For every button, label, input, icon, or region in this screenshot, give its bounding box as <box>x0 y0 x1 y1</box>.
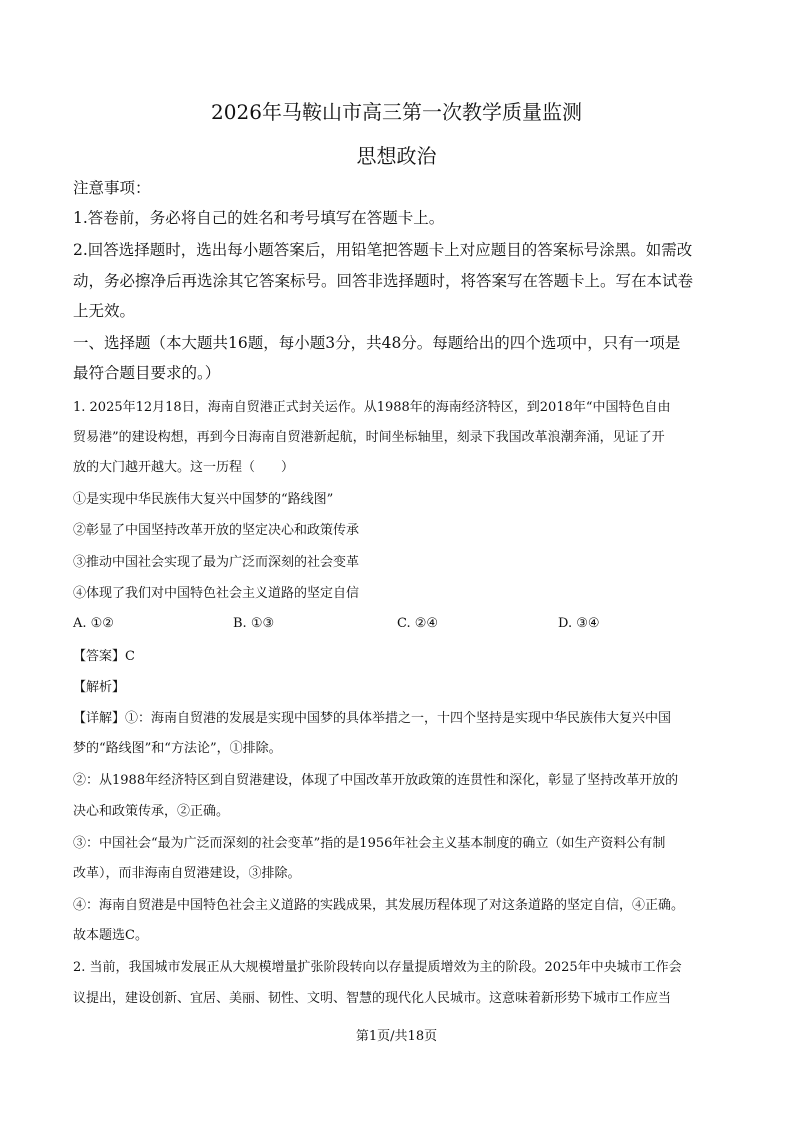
notice-item-2-line-3: 上无效。 <box>73 302 136 320</box>
page-footer: 第1页/共18页 <box>355 1029 438 1044</box>
q1-detail-line-3: ②：从1988年经济特区到自贸港建设，体现了中国改革开放政策的连贯性和深化，彰显了坚持改革开放的 <box>73 773 679 788</box>
section-heading-line-1: 一、选择题（本大题共16题，每小题3分，共48分。每题给出的四个选项中，只有一项是 <box>73 334 681 352</box>
notice-item-2-line-1: 2.回答选择题时，选出每小题答案后，用铅笔把答题卡上对应题目的答案标号涂黑。如需改 <box>73 241 693 259</box>
q1-stem-line-2: 贸易港”的建设构想，再到今日海南自贸港新起航，时间坐标轴里，刻录下我国改革浪潮奔涌，见证了开 <box>73 430 665 445</box>
notice-item-2-line-2: 动，务必擦净后再选涂其它答案标号。回答非选择题时，将答案写在答题卡上。写在本试卷 <box>73 272 694 290</box>
q1-statement-4: ④体现了我们对中国特色社会主义道路的坚定自信 <box>73 586 360 601</box>
section-heading-line-2: 最符合题目要求的。） <box>73 364 221 382</box>
q1-analysis-label: 【解析】 <box>73 680 126 695</box>
q2-stem-line-2: 议提出，建设创新、宜居、美丽、韧性、文明、智慧的现代化人民城市。这意味着新形势下城市工作应当 <box>73 991 672 1006</box>
q1-option-c: C. ②④ <box>397 616 439 631</box>
q1-statement-1: ①是实现中华民族伟大复兴中国梦的“路线图” <box>73 492 334 507</box>
q1-option-d: D. ③④ <box>558 616 600 631</box>
q1-detail-line-1: 【详解】①：海南自贸港的发展是实现中国梦的具体举措之一，十四个坚持是实现中华民族伟大复兴中国 <box>73 711 672 726</box>
q1-option-a: A. ①② <box>73 616 114 631</box>
q2-stem-line-1: 2. 当前，我国城市发展正从大规模增量扩张阶段转向以存量提质增效为主的阶段。2025年中央城市工作会 <box>73 960 682 975</box>
q1-detail-line-5: ③：中国社会“最为广泛而深刻的社会变革”指的是1956年社会主义基本制度的确立（如生产资料公有制 <box>73 836 666 851</box>
q1-stem-line-1: 1. 2025年12月18日，海南自贸港正式封关运作。从1988年的海南经济特区，到2018年“中国特色自由 <box>73 400 671 415</box>
notice-item-1: 1.答卷前，务必将自己的姓名和考号填写在答题卡上。 <box>73 209 445 227</box>
notice-heading: 注意事项： <box>73 179 151 197</box>
q1-detail-line-8: 故本题选C。 <box>73 928 148 943</box>
q1-detail-line-7: ④：海南自贸港是中国特色社会主义道路的实践成果，其发展历程体现了对这条道路的坚定自信，④正确。 <box>73 898 685 913</box>
q1-detail-line-6: 改革），而非海南自贸港建设，③排除。 <box>73 866 301 881</box>
subject-title: 思想政治 <box>356 144 437 168</box>
exam-title: 2026年马鞍山市高三第一次教学质量监测 <box>211 100 582 124</box>
q1-option-b: B. ①③ <box>233 616 275 631</box>
q1-statement-3: ③推动中国社会实现了最为广泛而深刻的社会变革 <box>73 555 360 570</box>
q1-answer: 【答案】C <box>73 649 135 664</box>
q1-stem-line-3: 放的大门越开越大。这一历程（ ） <box>73 460 295 475</box>
q1-detail-line-2: 梦的“路线图”和“方法论”，①排除。 <box>73 741 282 756</box>
q1-statement-2: ②彰显了中国坚持改革开放的坚定决心和政策传承 <box>73 523 360 538</box>
q1-detail-line-4: 决心和政策传承，②正确。 <box>73 804 230 819</box>
